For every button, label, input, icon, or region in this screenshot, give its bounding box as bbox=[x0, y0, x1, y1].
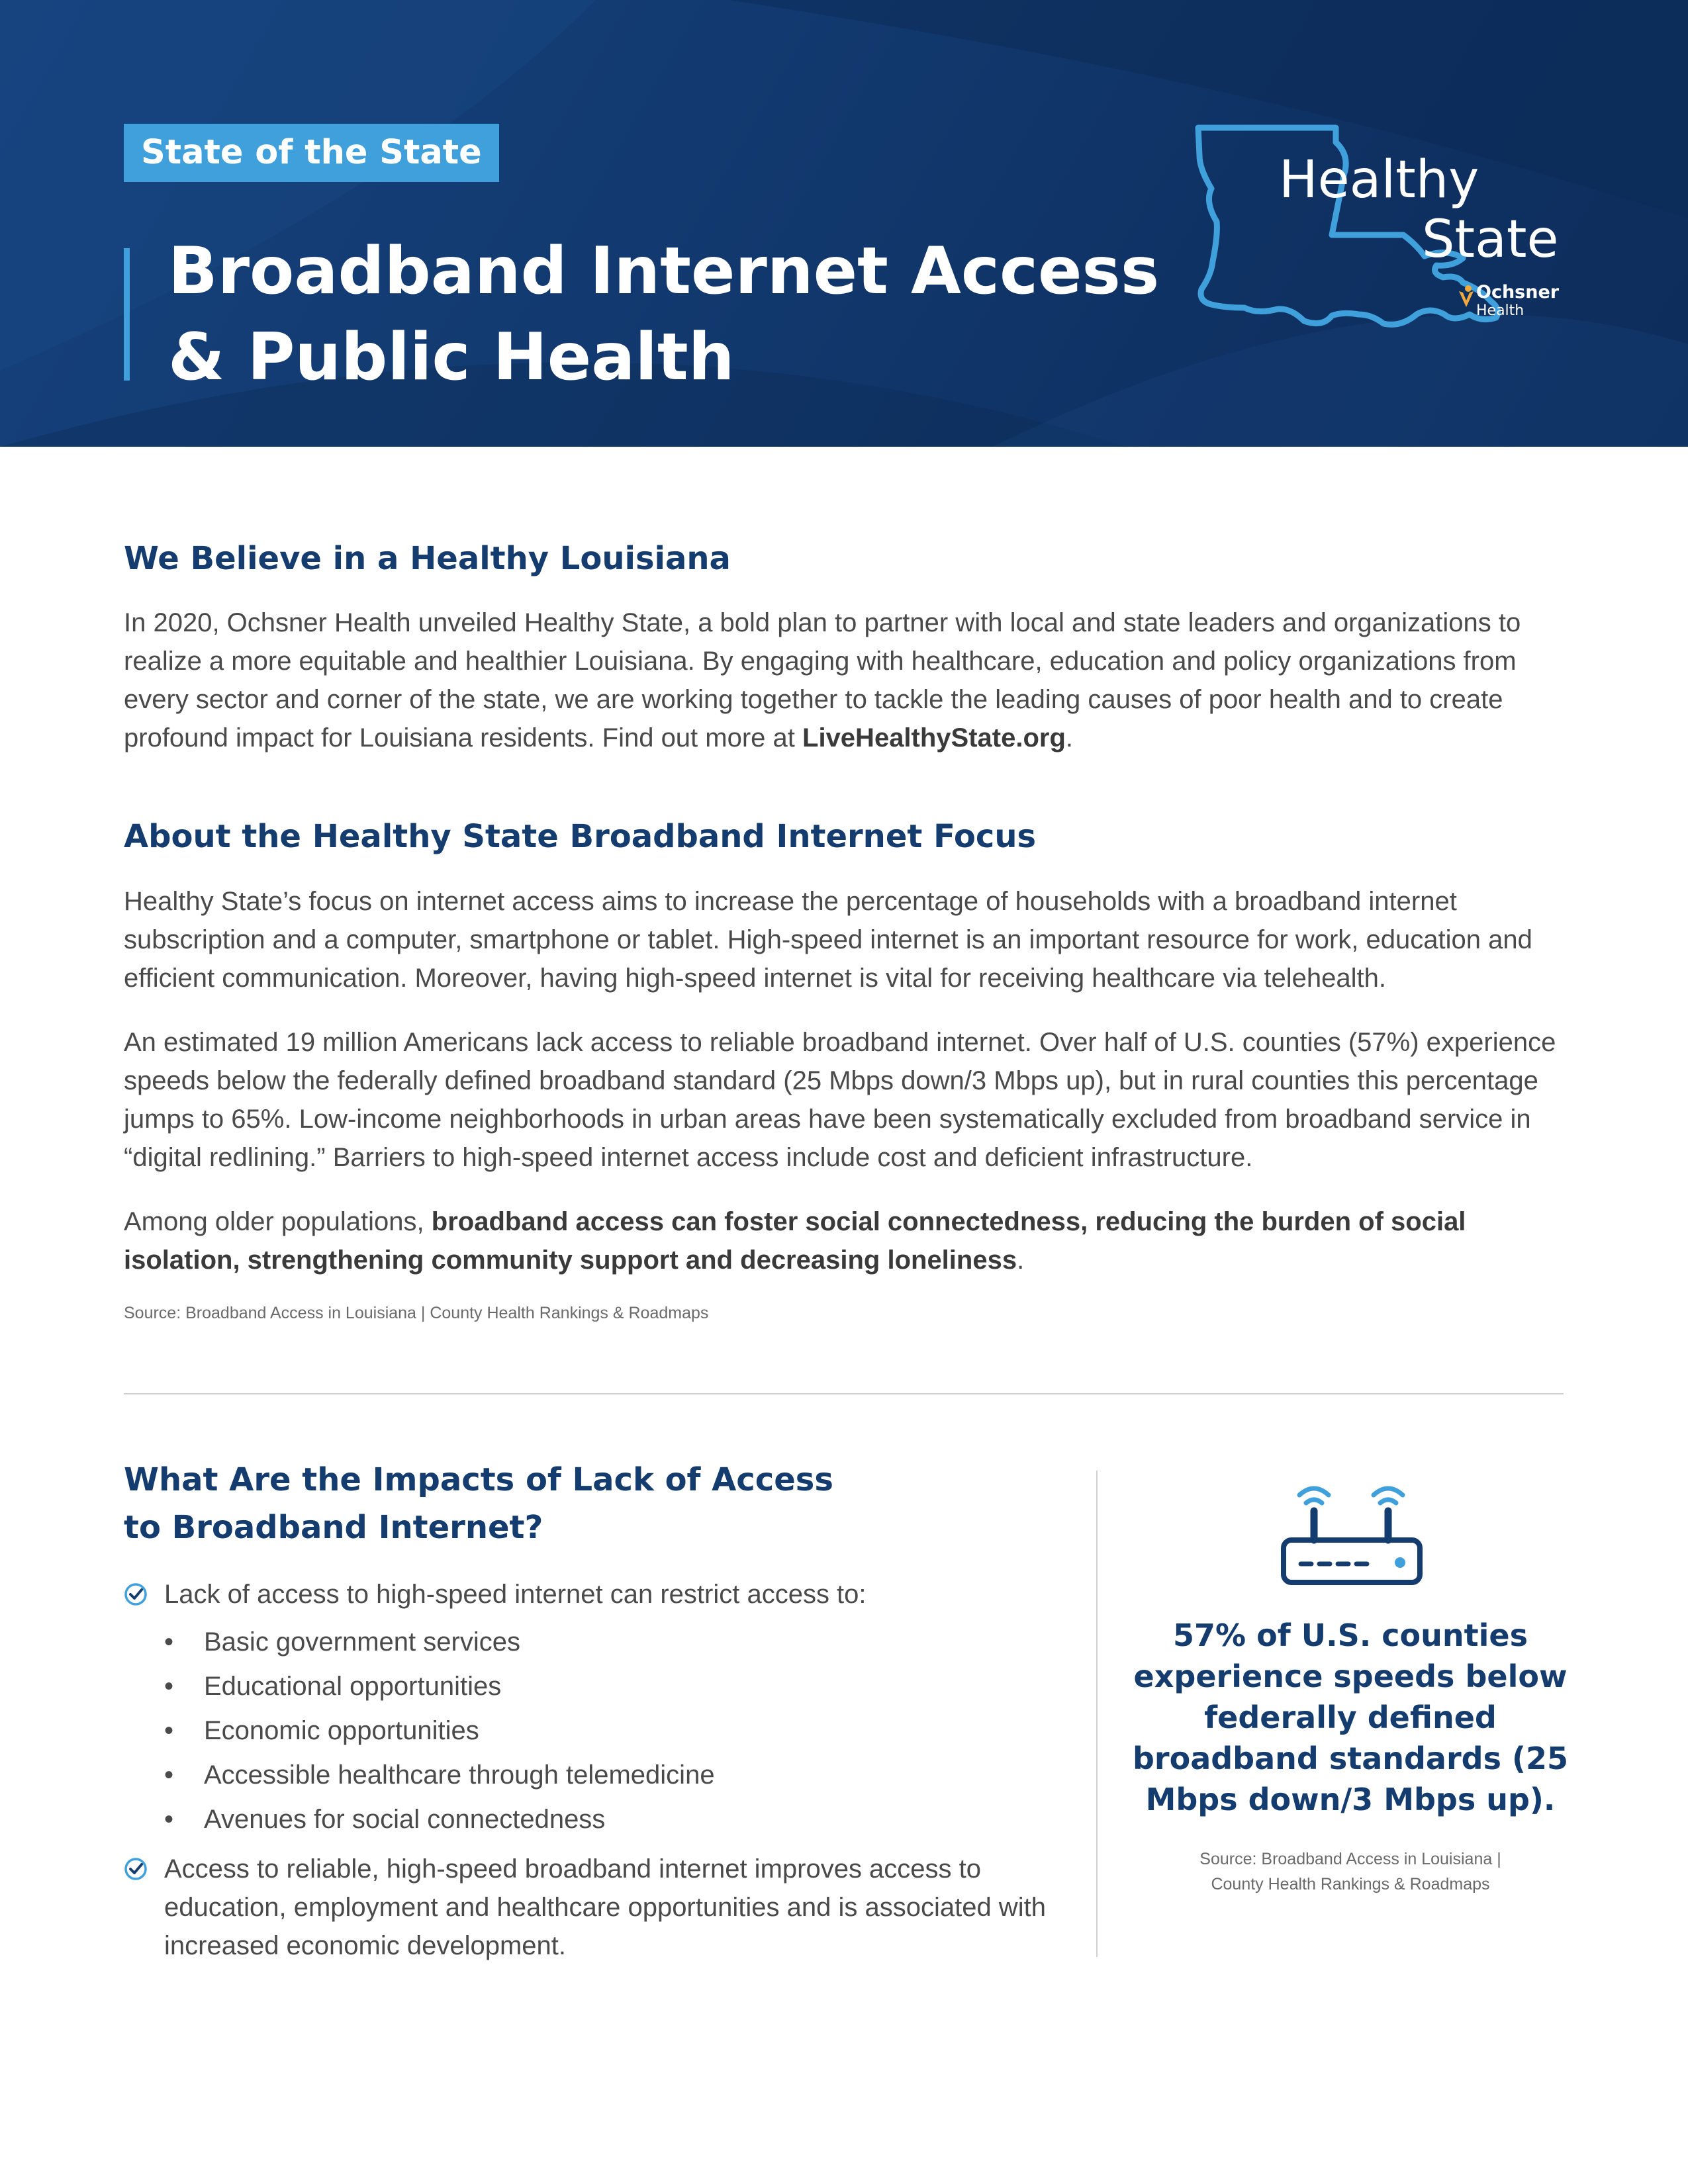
statistic-source bbox=[1119, 1846, 1582, 1897]
ochsner-figure-icon bbox=[1458, 285, 1475, 308]
list-item: • Basic government services bbox=[164, 1620, 715, 1664]
logo-health-text: Health bbox=[1476, 302, 1524, 319]
focus-paragraph-2: An estimated 19 million Americans lack access to reliable broadband internet. Over half of U.S. counties (57%) experience speeds below the federally defined broadband standard (25 Mbps down/3 Mbps up), but in rural counties this percentage jumps to 65%. Low-income neighborhoods in urban areas have been systematically excluded from broadband service in “digital redlining.” Barriers to high-speed internet access include cost and deficient infrastructure. bbox=[124, 1028, 1556, 1172]
heading-impacts-line-1: What Are the Impacts of Lack of Access bbox=[124, 1461, 833, 1498]
intro-text: In 2020, Ochsner Health unveiled Healthy State, a bold plan to partner with local and state leaders and organizations to realize a more equitable and healthier Louisiana. By engaging with healthcare, education and policy organizations from every sector and corner of the state, we are working together to tackle the leading causes of poor health and to create profound impact for Louisiana residents. Find out more at bbox=[124, 608, 1521, 752]
title-accent-bar bbox=[124, 248, 130, 381]
column-divider bbox=[1096, 1471, 1098, 1957]
wifi-router-icon bbox=[1274, 1466, 1433, 1592]
heading-impacts-line-2: to Broadband Internet? bbox=[124, 1509, 543, 1546]
intro-paragraph bbox=[124, 604, 1573, 757]
broadband-statistic: 57% of U.S. counties experience speeds below federally defined broadband standards (25 Mbps down/3 Mbps up). bbox=[1132, 1617, 1568, 1817]
focus-paragraph-3 bbox=[124, 1203, 1573, 1279]
intro-suffix: . bbox=[1065, 723, 1074, 752]
statistic-source-line-2: County Health Rankings & Roadmaps bbox=[1211, 1875, 1490, 1893]
check-circle-icon bbox=[124, 1857, 148, 1881]
focus-p3-emphasis: broadband access can foster social connectedness, reducing the burden of social isolation, strengthening community support and decreasing loneliness bbox=[124, 1207, 1466, 1275]
list-item: • Avenues for social connectedness bbox=[164, 1797, 715, 1842]
heading-broadband-focus: About the Healthy State Broadband Internet Focus bbox=[124, 818, 1037, 855]
page-title-line-1: Broadband Internet Access bbox=[168, 234, 1160, 309]
page-title-line-2: & Public Health bbox=[168, 320, 735, 395]
page-title bbox=[168, 228, 1160, 400]
logo-word-state: State bbox=[1422, 210, 1559, 269]
section-divider bbox=[124, 1393, 1564, 1394]
focus-p3-suffix: . bbox=[1017, 1246, 1025, 1275]
statistic-source-line-1: Source: Broadband Access in Louisiana | bbox=[1199, 1850, 1501, 1868]
list-item: • Accessible healthcare through telemedicine bbox=[164, 1753, 715, 1797]
logo-word-healthy: Healthy bbox=[1279, 150, 1479, 210]
focus-source: Source: Broadband Access in Louisiana | County Health Rankings & Roadmaps bbox=[124, 1304, 709, 1322]
section-tag: State of the State bbox=[124, 124, 499, 182]
list-item: • Economic opportunities bbox=[164, 1709, 715, 1753]
focus-p3-prefix: Among older populations, bbox=[124, 1207, 424, 1236]
header-banner bbox=[0, 0, 1688, 447]
heading-healthy-louisiana: We Believe in a Healthy Louisiana bbox=[124, 540, 731, 577]
impact-bullet-list bbox=[164, 1620, 715, 1842]
heading-impacts bbox=[124, 1456, 833, 1551]
healthy-state-logo bbox=[1185, 116, 1582, 354]
website-link[interactable]: LiveHealthyState.org bbox=[802, 723, 1066, 752]
focus-paragraph-1: Healthy State’s focus on internet access aims to increase the percentage of households with a broadband internet subscription and a computer, smartphone or tablet. High-speed internet is an important resource for work, education and efficient communication. Moreover, having high-speed internet is vital for receiving healthcare via telehealth. bbox=[124, 887, 1532, 993]
list-item: • Educational opportunities bbox=[164, 1664, 715, 1709]
logo-ochsner-text: Ochsner bbox=[1476, 282, 1560, 302]
check-circle-icon bbox=[124, 1582, 148, 1606]
impact-item-2: Access to reliable, high-speed broadband internet improves access to education, employment and healthcare opportunities and is associated with increased economic development. bbox=[164, 1854, 1046, 1960]
impact-item-1: Lack of access to high-speed internet can restrict access to: bbox=[164, 1580, 867, 1609]
